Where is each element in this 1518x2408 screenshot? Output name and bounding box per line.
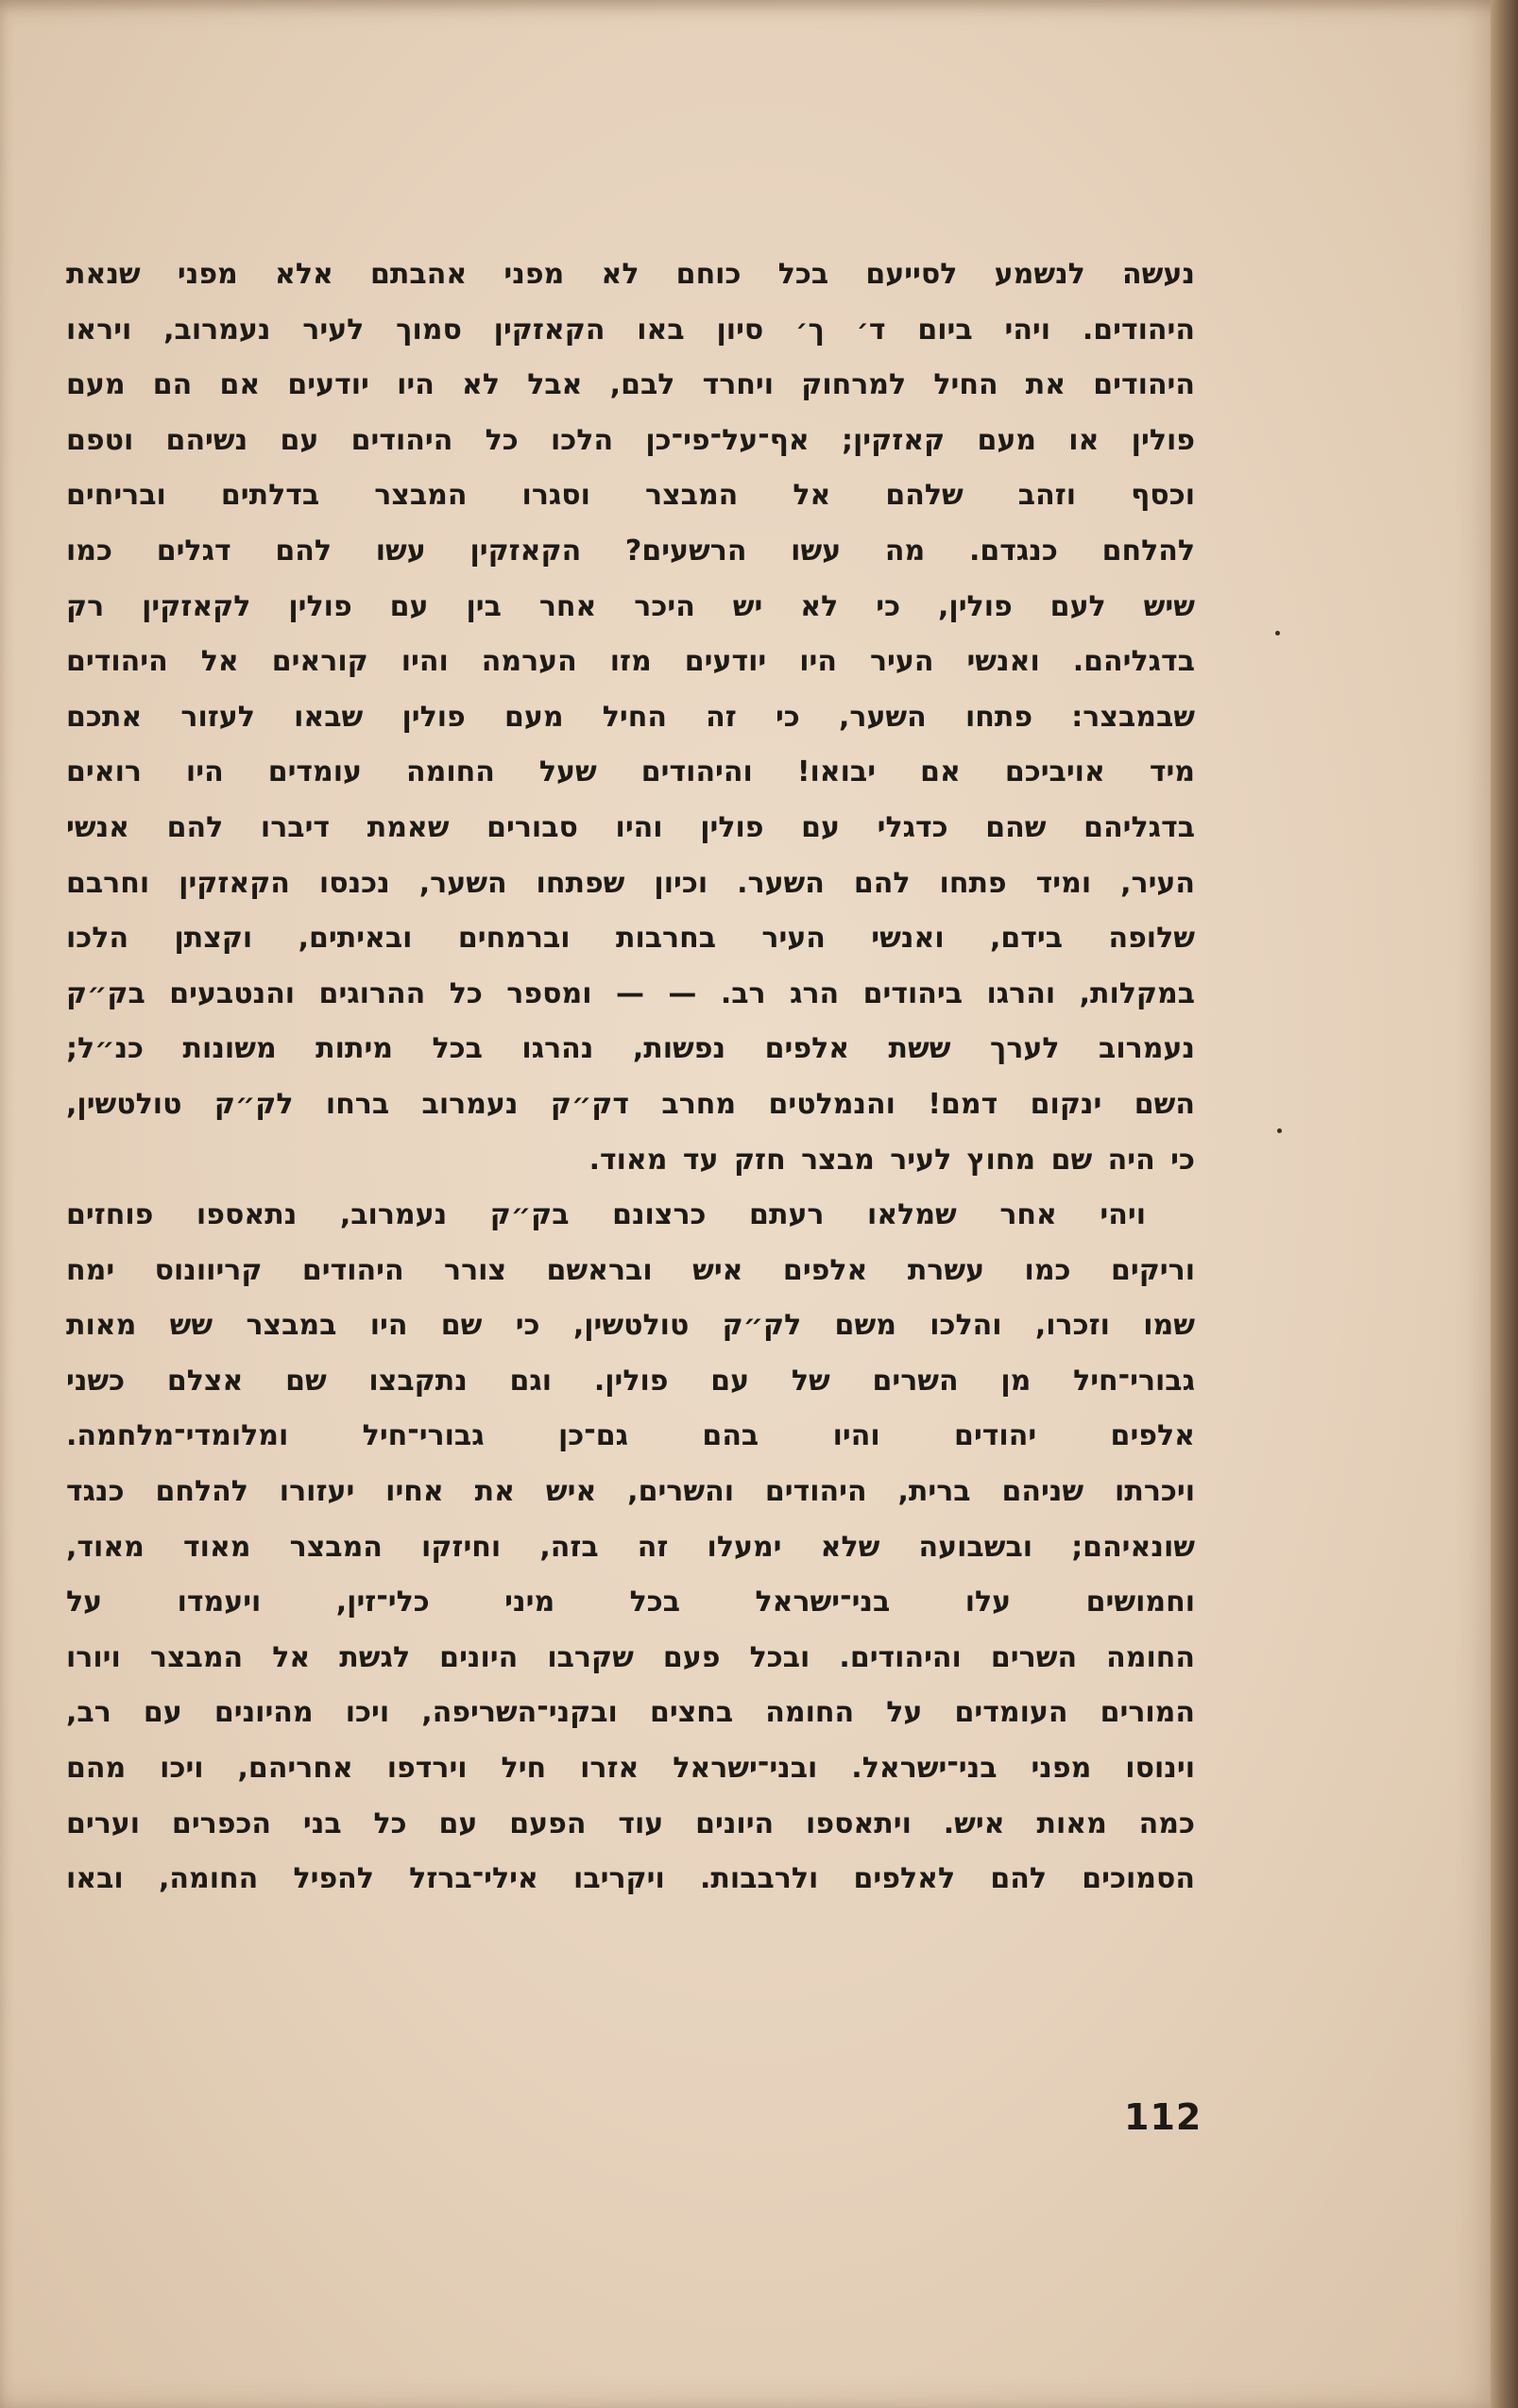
text-line: כי היה שם מחוץ לעיר מבצר חזק עד מאוד. xyxy=(588,1143,1195,1177)
text-line: פולין או מעם קאזקין; אף־על־פי־כן הלכו כל היהודים עם נשיהם וטפם xyxy=(66,423,1195,457)
paper-speck xyxy=(1275,631,1280,636)
text-line: היהודים את החיל למרחוק ויחרד לבם, אבל לא היו יודעים אם הם מעם xyxy=(66,368,1195,402)
text-line: בדגליהם שהם כדגלי עם פולין והיו סבורים שאמת דיברו להם אנשי xyxy=(66,810,1195,844)
text-line: שלופה בידם, ואנשי העיר בחרבות וברמחים ובאיתים, וקצתן הלכו xyxy=(66,922,1195,956)
text-line: נעמרוב לערך ששת אלפים נפשות, נהרגו בכל מיתות משונות כנ״ל; xyxy=(66,1032,1195,1066)
book-spine-edge xyxy=(1491,0,1518,2408)
text-line: וריקים כמו עשרת אלפים איש ובראשם צורר היהודים קריוונוס ימח xyxy=(66,1253,1195,1287)
text-line: המורים העומדים על החומה בחצים ובקני־השריפה, ויכו מהיונים עם רב, xyxy=(66,1696,1195,1730)
text-line: החומה השרים והיהודים. ובכל פעם שקרבו היונים לגשת אל המבצר ויורו xyxy=(66,1640,1195,1674)
text-line: שמו וזכרו, והלכו משם לק״ק טולטשין, כי שם היו במבצר שש מאות xyxy=(66,1309,1195,1343)
text-line: הסמוכים להם לאלפים ולרבבות. ויקריבו אילי־ברזל להפיל החומה, ובאו xyxy=(66,1862,1195,1896)
text-line: שבמבצר: פתחו השער, כי זה החיל מעם פולין שבאו לעזור אתכם xyxy=(66,700,1195,734)
text-line: וחמושים עלו בני־ישראל בכל מיני כלי־זין, ויעמדו על xyxy=(66,1586,1195,1619)
text-line: גבורי־חיל מן השרים של עם פולין. וגם נתקבצו שם אצלם כשני xyxy=(66,1364,1195,1398)
paper-speck xyxy=(1277,1128,1282,1133)
text-line: מיד אויביכם אם יבואו! והיהודים שעל החומה עומדים היו רואים xyxy=(66,755,1195,789)
text-line: אלפים יהודים והיו בהם גם־כן גבורי־חיל ומלומדי־מלחמה. xyxy=(66,1419,1195,1453)
text-line: להלחם כנגדם. מה עשו הרשעים? הקאזקין עשו להם דגלים כמו xyxy=(66,534,1195,568)
text-line: ויכרתו שניהם ברית, היהודים והשרים, איש את אחיו יעזורו להלחם כנגד xyxy=(66,1475,1195,1509)
text-line: וכסף וזהב שלהם אל המבצר וסגרו המבצר בדלתים ובריחים xyxy=(66,479,1195,513)
text-line: ויהי אחר שמלאו רעתם כרצונם בק״ק נעמרוב, נתאספו פוחזים xyxy=(66,1198,1146,1232)
text-line: שיש לעם פולין, כי לא יש היכר אחר בין עם פולין לקאזקין רק xyxy=(66,589,1195,623)
text-line: העיר, ומיד פתחו להם השער. וכיון שפתחו השער, נכנסו הקאזקין וחרבם xyxy=(66,866,1195,900)
text-line: נעשה לנשמע לסייעם בכל כוחם לא מפני אהבתם אלא מפני שנאת xyxy=(66,258,1195,291)
text-line: כמה מאות איש. ויתאספו היונים עוד הפעם עם כל בני הכפרים וערים xyxy=(66,1806,1195,1840)
text-line: וינוסו מפני בני־ישראל. ובני־ישראל אזרו חיל וירדפו אחריהם, ויכו מהם xyxy=(66,1752,1195,1786)
text-line: שונאיהם; ובשבועה שלא ימעלו זה בזה, וחיזקו המבצר מאוד מאוד, xyxy=(66,1530,1195,1564)
page-number: 112 xyxy=(1124,2096,1202,2138)
text-line: היהודים. ויהי ביום ד׳ ך׳ סיון באו הקאזקין סמוך לעיר נעמרוב, ויראו xyxy=(66,313,1195,347)
body-text xyxy=(66,247,1195,1908)
text-line: השם ינקום דמם! והנמלטים מחרב דק״ק נעמרוב ברחו לק״ק טולטשין, xyxy=(66,1087,1195,1121)
text-line: במקלות, והרגו ביהודים הרג רב. — — ומספר כל ההרוגים והנטבעים בק״ק xyxy=(66,976,1195,1010)
text-line: בדגליהם. ואנשי העיר היו יודעים מזו הערמה והיו קוראים אל היהודים xyxy=(66,645,1195,679)
